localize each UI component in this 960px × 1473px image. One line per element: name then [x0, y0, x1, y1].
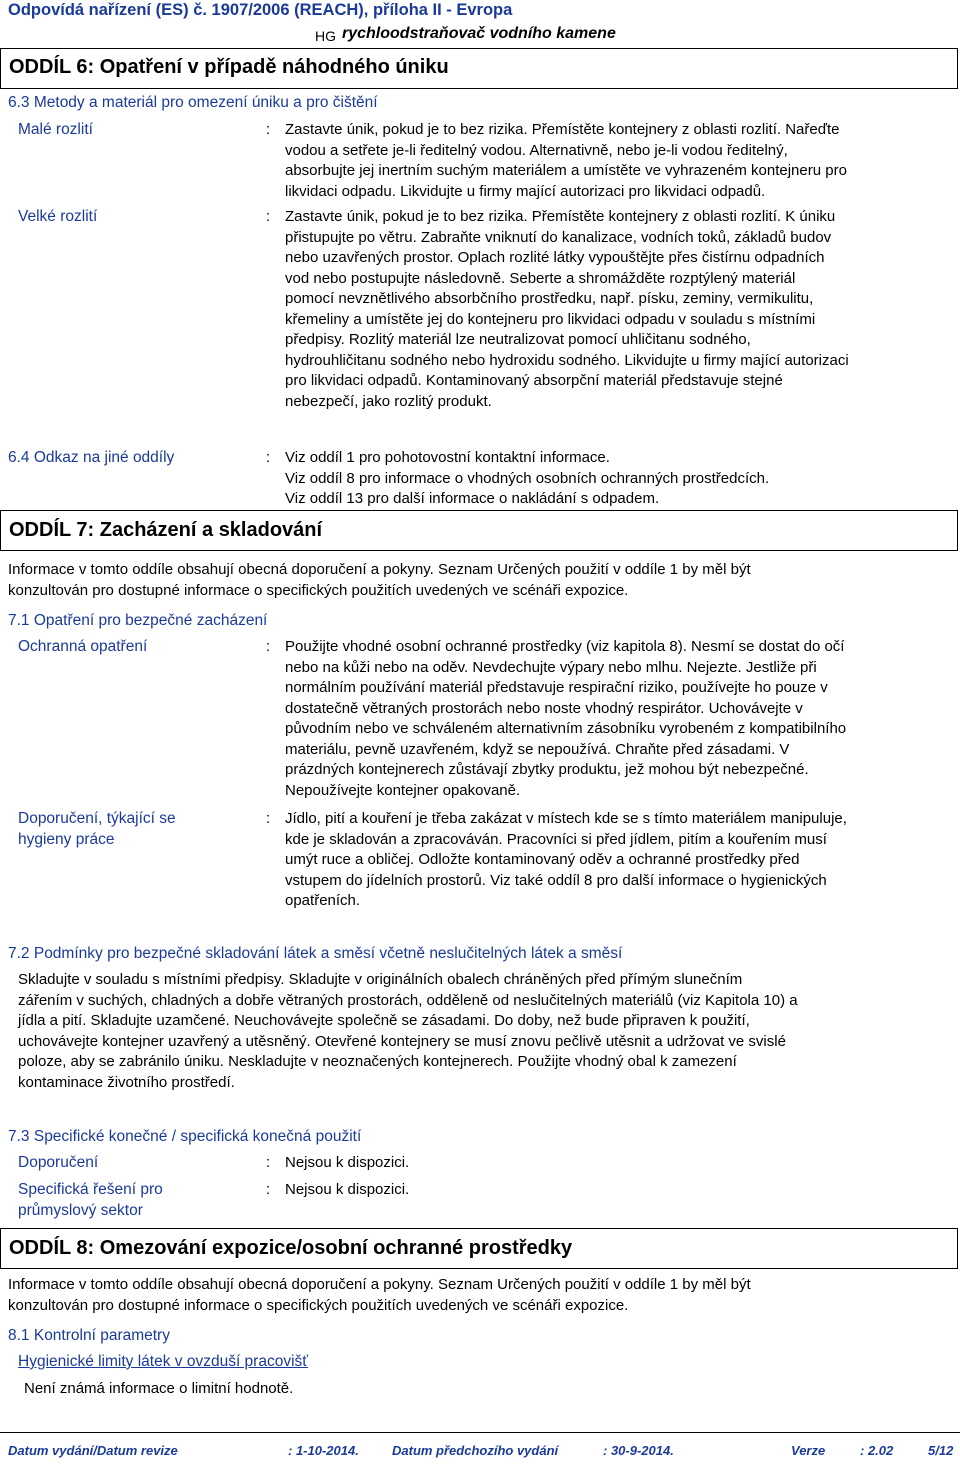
- exposure-limits-link[interactable]: Hygienické limity látek v ovzduší pracovišť: [18, 1353, 309, 1370]
- section-6-title: ODDÍL 6: Opatření v případě náhodného úniku: [9, 56, 449, 78]
- page-number: 5/12: [928, 1443, 954, 1458]
- large-spill-text: Zastavte únik, pokud je to bez rizika. Přemístěte kontejnery z oblasti rozlití. K úniku přistupujte po větru. Zabraňte vniknutí do kanalizace, vodních toků, základů budov nebo uzavřených prostor. Oplach rozlité látky vypouštějte přes čistírnu odpadních vod nebo postupujte následovně. Seberte a shromážděte rozptýlený materiál pomocí nevznětlivého absorbčního prostředku, např. písku, zeminy, vermikulitu, křemeliny a umístěte jej do kontejneru pro likvidaci odpadu v souladu s místními předpisy. Rozlitý materiál lze neutralizovat pomocí uhličitanu sodného, hydrouhličitanu sodného nebo hydroxidu sodného. Likvidujte u firmy mající autorizaci pro likvidaci odpadů. Kontaminovaný absorpční materiál představuje stejné nebezpečí, jako rozlitý produkt.: [285, 208, 849, 410]
- large-spill-label: Velké rozlití: [18, 208, 98, 225]
- hg-logo: HG: [315, 28, 336, 44]
- recommendations-value: Nejsou k dispozici.: [285, 1154, 410, 1171]
- issue-date-label: Datum vydání/Datum revize: [8, 1443, 178, 1458]
- colon: :: [266, 1154, 271, 1171]
- colon: :: [266, 1181, 271, 1198]
- section-7-intro: Informace v tomto oddíle obsahují obecná doporučení a pokyny. Seznam Určených použití v oddíle 1 by měl být konzultován pro dostupné informace o specifických použitích uvedených ve scénáři expozice.: [8, 561, 751, 599]
- section-8-title: ODDÍL 8: Omezování expozice/osobní ochranné prostředky: [9, 1237, 573, 1259]
- exposure-limits-value: Není známá informace o limitní hodnotě.: [24, 1380, 294, 1397]
- previous-date-label: Datum předchozího vydání: [392, 1443, 559, 1458]
- version-label: Verze: [791, 1443, 826, 1458]
- subsection-8-1: 8.1 Kontrolní parametry: [8, 1327, 170, 1344]
- recommendations-label: Doporučení: [18, 1154, 99, 1171]
- hygiene-label: Doporučení, týkající se hygieny práce: [18, 810, 176, 848]
- industrial-label: Specifická řešení pro průmyslový sektor: [18, 1181, 163, 1219]
- subsection-7-3: 7.3 Specifické konečné / specifická konečná použití: [8, 1128, 362, 1145]
- subsection-7-2: 7.2 Podmínky pro bezpečné skladování látek a směsí včetně neslučitelných látek a směsí: [8, 945, 623, 962]
- footer: [0, 1432, 960, 1463]
- section-6-box: [0, 48, 958, 89]
- previous-date-value: : 30-9-2014.: [603, 1443, 674, 1458]
- industrial-value: Nejsou k dispozici.: [285, 1181, 410, 1198]
- references-text: Viz oddíl 1 pro pohotovostní kontaktní informace. Viz oddíl 8 pro informace o vhodných osobních ochranných prostředcích. Viz oddíl 13 pro další informace o nakládání s odpadem.: [285, 449, 770, 507]
- section-8-intro: Informace v tomto oddíle obsahují obecná doporučení a pokyny. Seznam Určených použití v oddíle 1 by měl být konzultován pro dostupné informace o specifických použitích uvedených ve scénáři expozice.: [8, 1276, 751, 1314]
- subsection-6-3: 6.3 Metody a materiál pro omezení úniku a pro čištění: [8, 94, 378, 111]
- section-8-box: [0, 1228, 958, 1269]
- issue-date-value: : 1-10-2014.: [288, 1443, 359, 1458]
- colon: :: [266, 121, 271, 138]
- section-7-box: [0, 510, 958, 551]
- small-spill-label: Malé rozlití: [18, 121, 93, 138]
- colon: :: [266, 638, 271, 655]
- colon: :: [266, 810, 271, 827]
- product-name: rychloodstraňovač vodního kamene: [342, 25, 616, 42]
- subsection-6-4: 6.4 Odkaz na jiné oddíly: [8, 449, 175, 466]
- storage-text: Skladujte v souladu s místními předpisy. Skladujte v originálních obalech chráněných před přímým slunečním zářením v suchých, chladných a dobře větraných prostorách, odděleně od neslučitelných materiálů (viz Kapitola 10) a jídla a pití. Skladujte uzamčené. Neuchovávejte společně se zásadami. Do doby, než bude připraven k použití, uchovávejte kontejner uzavřený a utěsněný. Otevřené kontejnery se musí znovu pečlivě utěsnit a udržovat ve svislé poloze, aby se zabránilo úniku. Neskladujte v neoznačených kontejnerech. Použijte vhodný obal k zamezení kontaminace životního prostředí.: [18, 971, 798, 1091]
- subsection-7-1: 7.1 Opatření pro bezpečné zacházení: [8, 612, 268, 629]
- small-spill-text: Zastavte únik, pokud je to bez rizika. Přemístěte kontejnery z oblasti rozlití. Nařeďte vodou a setřete je-li ředitelný vodou. Alternativně, nebo je-li vodou ředitelný, absorbujte jej inertním suchým materiálem a umístěte ve vyhrazeném kontejneru pro likvidaci odpadu. Likvidujte u firmy mající autorizaci pro likvidaci odpadů.: [285, 121, 847, 200]
- hygiene-text: Jídlo, pití a kouření je třeba zakázat v místech kde se s tímto materiálem manipuluje, kde je skladován a zpracováván. Pracovníci si před jídlem, pitím a kouřením musí umýt ruce a obličej. Odložte kontaminovaný oděv a ochranné prostředky před vstupem do jídelních prostorů. Viz také oddíl 8 pro další informace o hygienických opatřeních.: [285, 810, 847, 909]
- protective-measures-label: Ochranná opatření: [18, 638, 148, 655]
- colon: :: [266, 449, 271, 466]
- protective-measures-text: Použijte vhodné osobní ochranné prostředky (viz kapitola 8). Nesmí se dostat do očí nebo na kůži nebo na oděv. Nevdechujte výpary nebo mlhu. Nejezte. Jestliže při normálním používání materiál představuje respirační riziko, používejte ho pouze v dostatečně větraných prostorách nebo noste vhodný respirátor. Uchovávejte v původním nebo ve schváleném alternativním zásobníku vyrobeném z kompatibilního materiálu, pevně uzavřeném, když se nepoužívá. Chraňte před zásadami. V prázdných kontejnerech zůstávají zbytky produktu, jež mohou být nebezpečné. Nepoužívejte kontejner opakovaně.: [285, 638, 847, 799]
- regulation-header: Odpovídá nařízení (ES) č. 1907/2006 (REACH), příloha II - Evropa: [8, 1, 513, 19]
- section-7-title: ODDÍL 7: Zacházení a skladování: [9, 519, 323, 541]
- version-value: : 2.02: [860, 1443, 894, 1458]
- colon: :: [266, 208, 271, 225]
